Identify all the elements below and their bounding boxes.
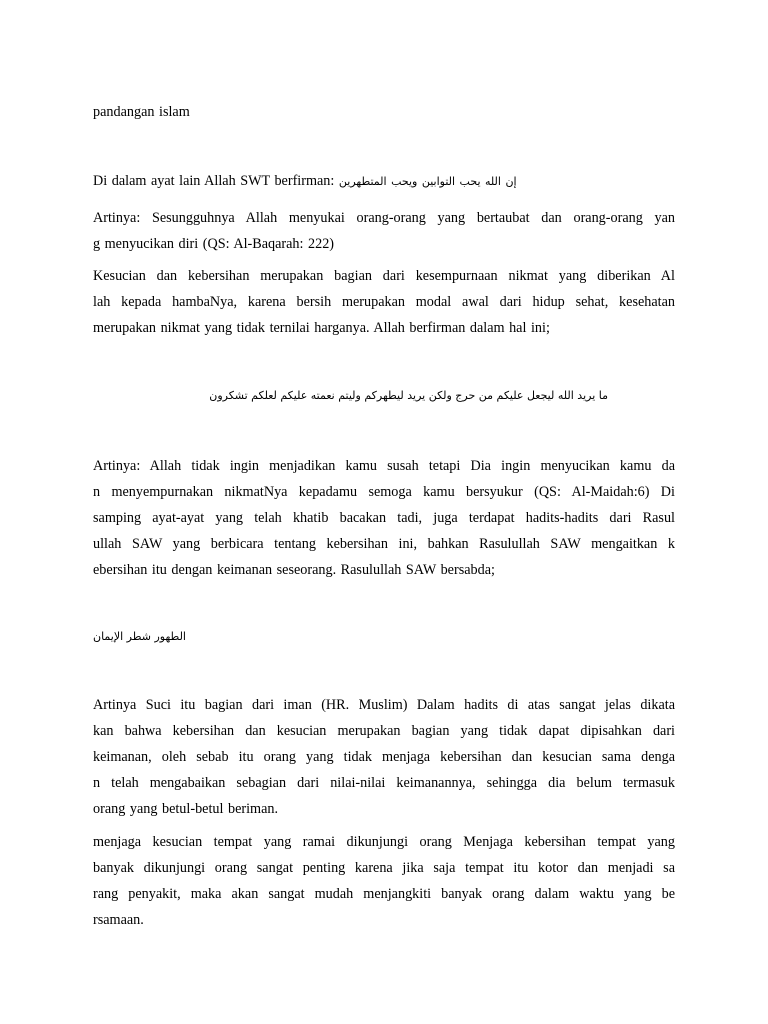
paragraph4-line: n telah mengabaikan sebagian dari nilai-nilai keimanannya, sehingga dia belum termasuk <box>93 775 675 791</box>
paragraph3-line: samping ayat-ayat yang telah khatib bacakan tadi, juga terdapat hadits-hadits dari Rasul <box>93 510 675 526</box>
paragraph2-line: Kesucian dan kebersihan merupakan bagian dari kesempurnaan nikmat yang diberikan Al <box>93 268 675 284</box>
paragraph3-line: ullah SAW yang berbicara tentang kebersihan ini, bahkan Rasulullah SAW mengaitkan k <box>93 536 675 552</box>
arabic-hadith: الطهور شطر الإيمان <box>93 630 186 643</box>
paragraph4-line: kan bahwa kebersihan dan kesucian merupakan bagian yang tidak dapat dipisahkan dari <box>93 723 675 739</box>
paragraph4-line: orang yang betul-betul beriman. <box>93 801 279 817</box>
arabic-verse: ما يريد الله ليجعل عليكم من حرج ولكن يريد ليطهركم وليتم نعمته عليكم لعلكم تشكرون <box>209 389 608 402</box>
document-page <box>93 0 675 1024</box>
document-title: pandangan islam <box>93 104 190 120</box>
intro-arabic-quote: إن الله يحب التوابين ويحب المتطهرين <box>338 175 517 188</box>
paragraph5-line: menjaga kesucian tempat yang ramai dikunjungi orang Menjaga kebersihan tempat yang <box>93 834 675 850</box>
paragraph3-line: ebersihan itu dengan keimanan seseorang. Rasulullah SAW bersabda; <box>93 562 495 578</box>
intro-line <box>93 172 675 191</box>
paragraph5-line: rsamaan. <box>93 912 144 928</box>
paragraph5-line: rang penyakit, maka akan sangat mudah menjangkiti banyak orang dalam waktu yang be <box>93 886 675 902</box>
paragraph3-line: Artinya: Allah tidak ingin menjadikan kamu susah tetapi Dia ingin menyucikan kamu da <box>93 458 675 474</box>
paragraph2-line: merupakan nikmat yang tidak ternilai harganya. Allah berfirman dalam hal ini; <box>93 320 550 336</box>
paragraph1-line: g menyucikan diri (QS: Al-Baqarah: 222) <box>93 236 335 252</box>
paragraph4-line: Artinya Suci itu bagian dari iman (HR. Muslim) Dalam hadits di atas sangat jelas dikata <box>93 697 675 713</box>
paragraph3-line: n menyempurnakan nikmatNya kepadamu semoga kamu bersyukur (QS: Al-Maidah:6) Di <box>93 484 675 500</box>
paragraph1-line: Artinya: Sesungguhnya Allah menyukai orang-orang yang bertaubat dan orang-orang yan <box>93 210 675 226</box>
intro-text: Di dalam ayat lain Allah SWT berfirman: <box>93 173 335 189</box>
paragraph5-line: banyak dikunjungi orang sangat penting karena jika saja tempat itu kotor dan menjadi sa <box>93 860 675 876</box>
paragraph4-line: keimanan, oleh sebab itu orang yang tidak menjaga kebersihan dan kesucian sama denga <box>93 749 675 765</box>
paragraph2-line: lah kepada hambaNya, karena bersih merupakan modal awal dari hidup sehat, kesehatan <box>93 294 675 310</box>
